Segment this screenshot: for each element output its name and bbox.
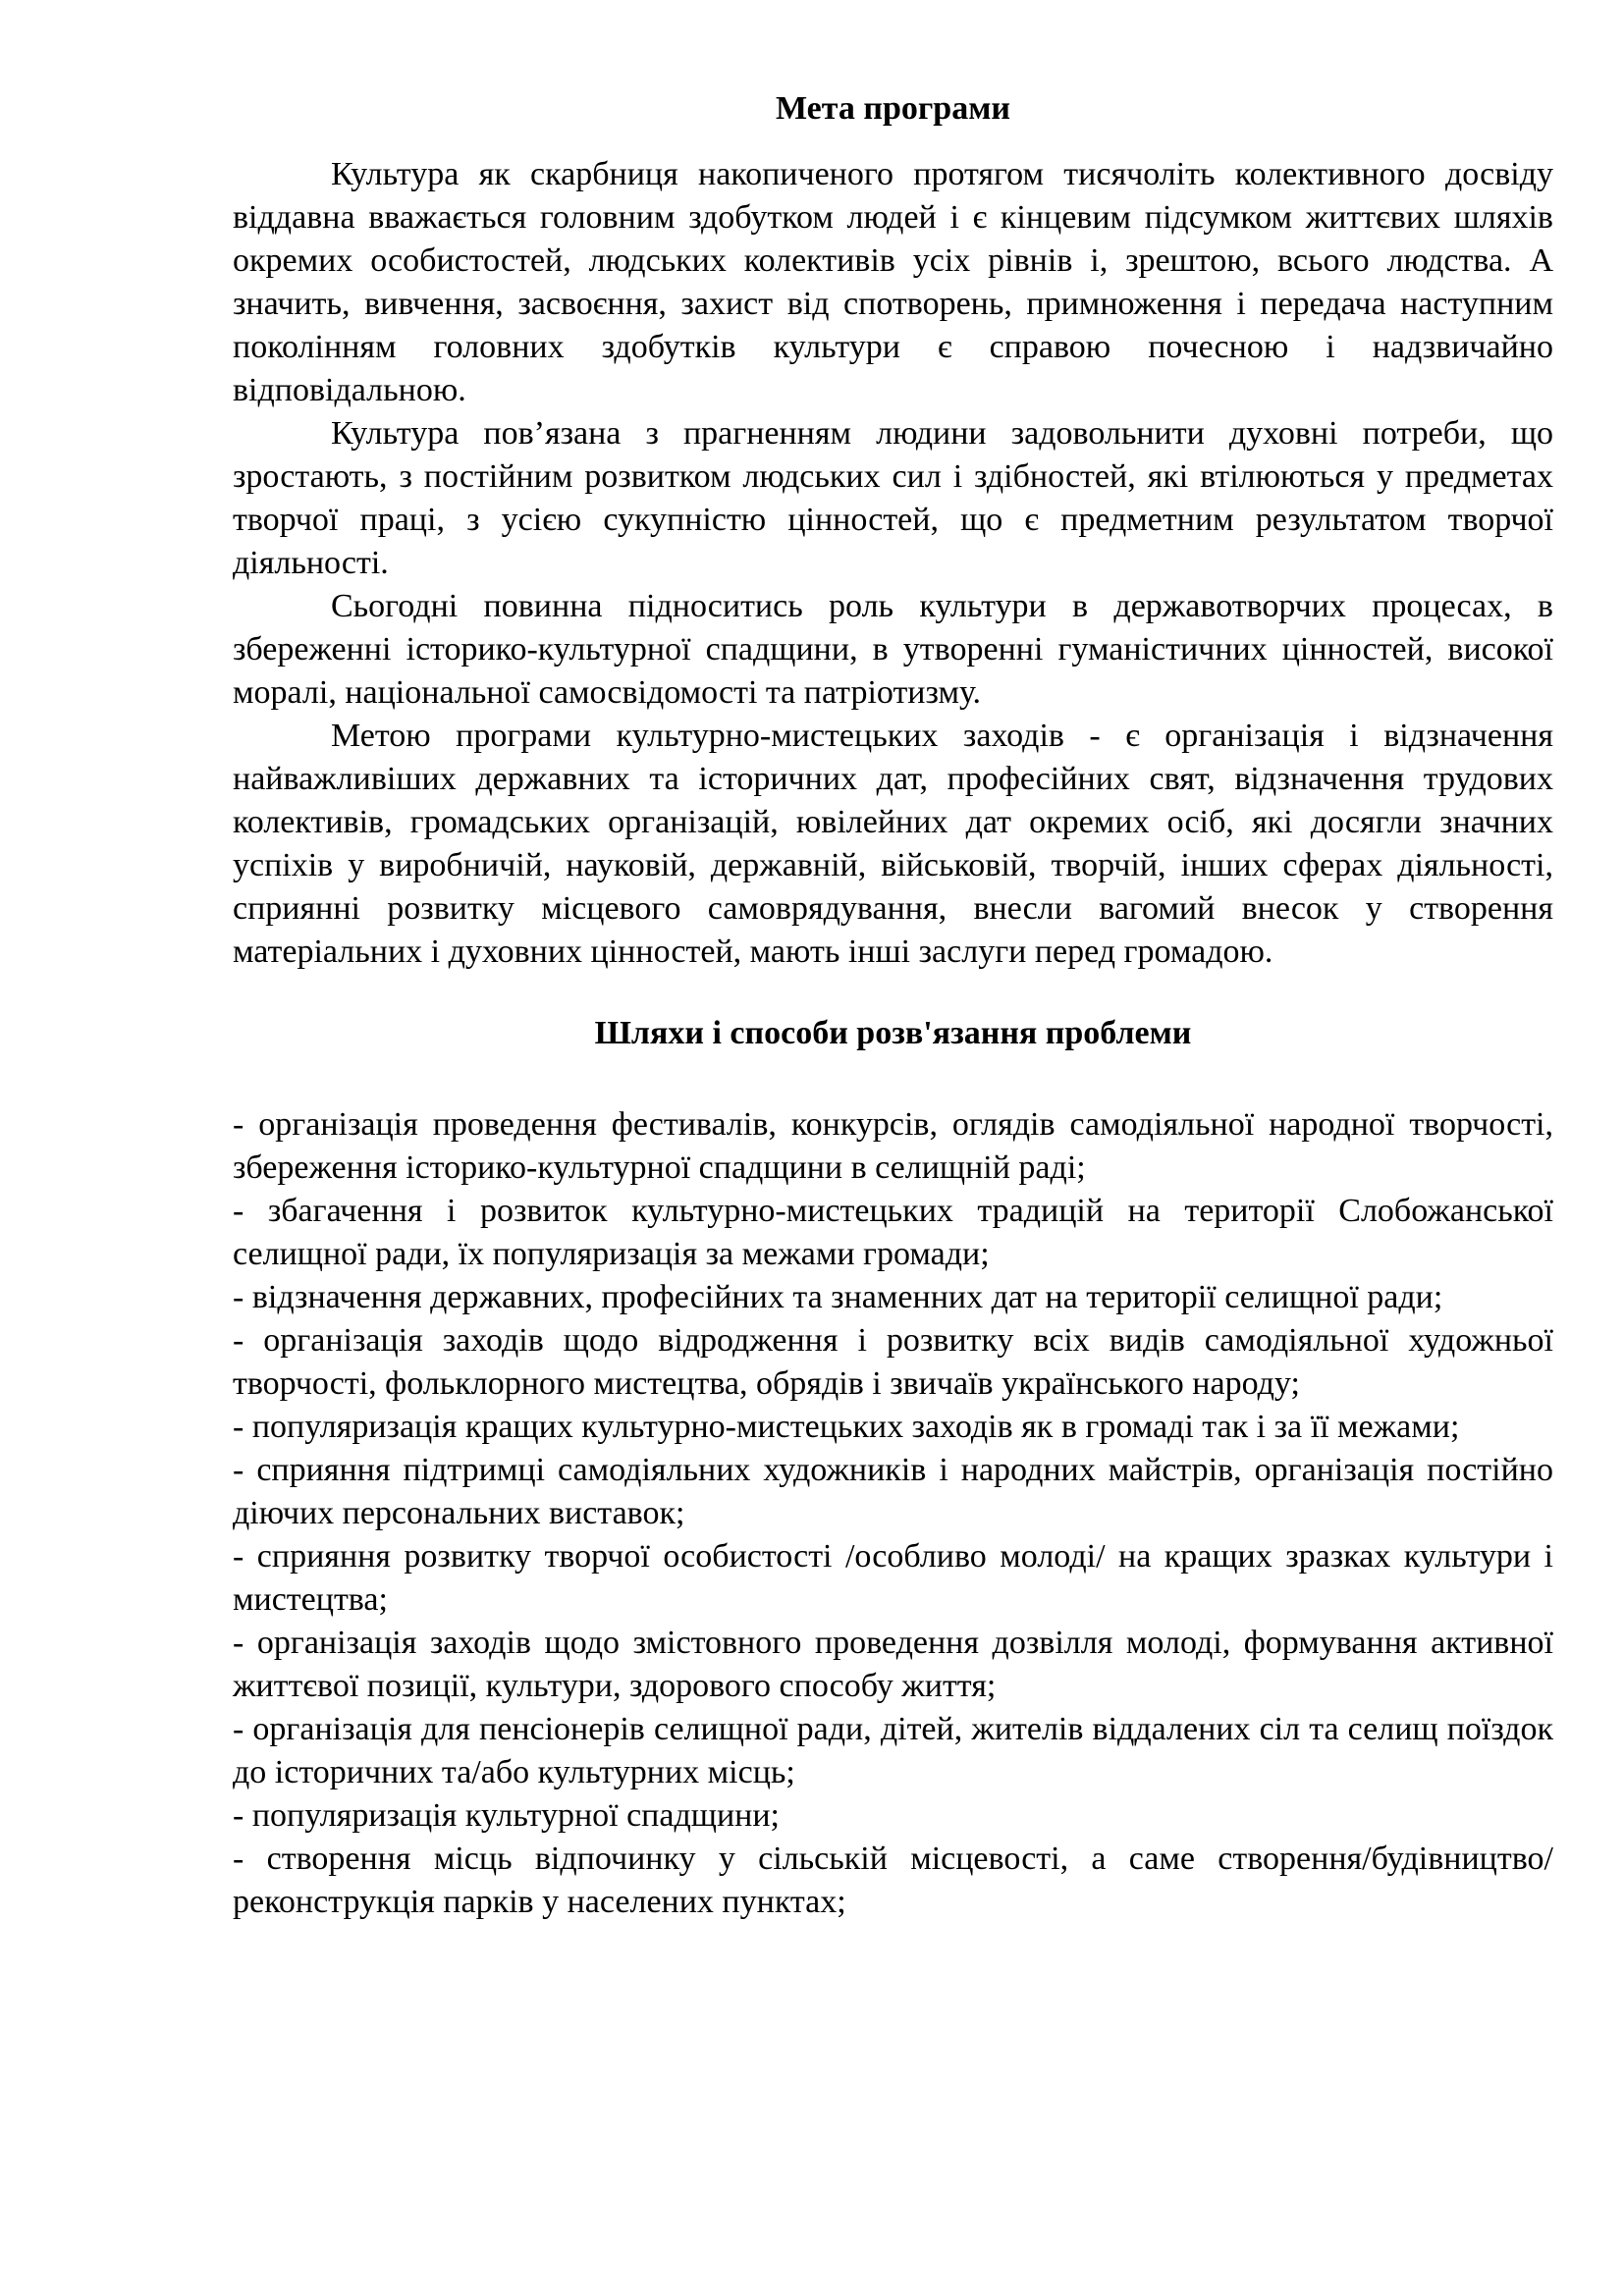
ways-list-item: - сприяння розвитку творчої особистості /особливо молоді/ на кращих зразках культури і мистецтва;	[233, 1538, 1553, 1618]
goal-paragraph-4: Метою програми культурно-мистецьких заходів - є організація і відзначення найважливіших державних та історичних дат, професійних свят, відзначення трудових колективів, громадських організацій, ювілейних дат окремих осіб, які досягли значних успіхів у виробничій, науковій, державній, військовій, творчій, інших сферах діяльності, сприянні розвитку місцевого самоврядування, внесли вагомий внесок у створення матеріальних і духовних цінностей, мають інші заслуги перед громадою.	[233, 718, 1553, 970]
document-content	[233, 86, 1553, 1924]
goal-paragraph-1: Культура як скарбниця накопиченого протягом тисячоліть колективного досвіду віддавна вважається головним здобутком людей і є кінцевим підсумком життєвих шляхів окремих особистостей, людських колективів усіх рівнів і, зрештою, всього людства. А значить, вивчення, засвоєння, захист від спотворень, примноження і передача наступним поколінням головних здобутків культури є справою почесною і надзвичайно відповідальною.	[233, 156, 1553, 408]
ways-list-item: - відзначення державних, професійних та знаменних дат на території селищної ради;	[233, 1279, 1443, 1315]
ways-list-item: - створення місць відпочинку у сільській місцевості, а саме створення/будівництво/ реконструкція парків у населених пунктах;	[233, 1841, 1553, 1920]
ways-list-item: - сприяння підтримці самодіяльних художників і народних майстрів, організація постійно діючих персональних виставок;	[233, 1452, 1553, 1531]
ways-list-item: - організація для пенсіонерів селищної ради, дітей, жителів віддалених сіл та селищ поїздок до історичних та/або культурних місць;	[233, 1711, 1553, 1790]
ways-list-item: - популяризація культурної спадщини;	[233, 1797, 780, 1834]
ways-list-item: - організація проведення фестивалів, конкурсів, оглядів самодіяльної народної творчості, збереження історико-культурної спадщини в селищній раді;	[233, 1106, 1553, 1186]
goal-paragraph-2: Культура пов’язана з прагненням людини задовольнити духовні потреби, що зростають, з постійним розвитком людських сил і здібностей, які втілюються у предметах творчої праці, з усією сукупністю цінностей, що є предметним результатом творчої діяльності.	[233, 415, 1553, 581]
ways-list-item: - організація заходів щодо змістовного проведення дозвілля молоді, формування активної життєвої позиції, культури, здорового способу життя;	[233, 1625, 1553, 1704]
goal-paragraph-3: Сьогодні повинна підноситись роль культури в державотворчих процесах, в збереженні історико-культурної спадщини, в утворенні гуманістичних цінностей, високої моралі, національної самосвідомості та патріотизму.	[233, 588, 1553, 711]
goal-section-title: Мета програми	[776, 90, 1010, 127]
ways-list-item: - збагачення і розвиток культурно-мистецьких традицій на території Слобожанської селищної ради, їх популяризація за межами громади;	[233, 1193, 1553, 1272]
ways-list-item: - організація заходів щодо відродження і розвитку всіх видів самодіяльної художньої творчості, фольклорного мистецтва, обрядів і звичаїв українського народу;	[233, 1322, 1553, 1402]
ways-list	[233, 1103, 1553, 1924]
ways-section-title: Шляхи і способи розв'язання проблеми	[594, 1015, 1192, 1051]
ways-list-item: - популяризація кращих культурно-мистецьких заходів як в громаді так і за її межами;	[233, 1409, 1460, 1445]
